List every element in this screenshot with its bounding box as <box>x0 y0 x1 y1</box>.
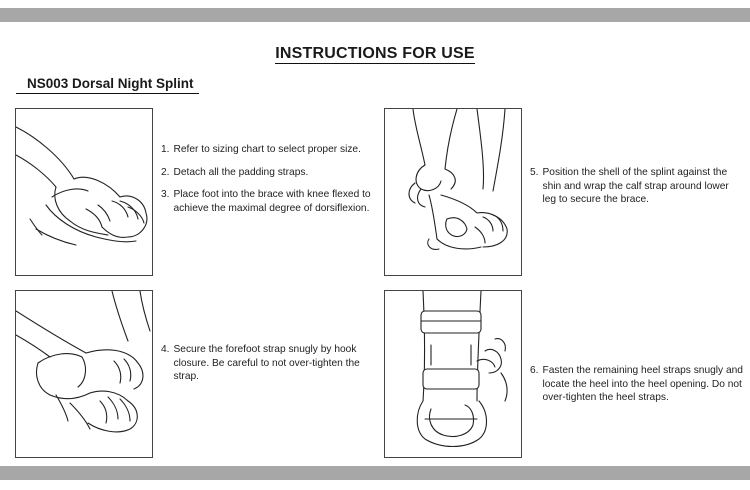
illustration-panel-step4 <box>15 290 153 458</box>
step-number: 3. <box>161 189 170 200</box>
step-text: Fasten the remaining heel straps snugly and locate the heel into the heel opening. Do not over-tighten the heel straps. <box>542 365 743 403</box>
step-item <box>161 343 371 384</box>
splint-front-view-heel-straps-illustration <box>385 291 521 457</box>
step-text: Position the shell of the splint against the shin and wrap the calf strap around lower leg to secure the brace. <box>542 167 729 205</box>
steps-list-6 <box>530 364 745 414</box>
step-item <box>530 166 745 207</box>
step-text: Place foot into the brace with knee flexed to achieve the maximal degree of dorsiflexion. <box>173 189 371 214</box>
foot-in-splint-side-illustration <box>16 109 152 275</box>
step-item <box>530 364 745 405</box>
illustration-panel-step1 <box>15 108 153 276</box>
steps-list-1-3 <box>161 143 371 224</box>
step-text: Refer to sizing chart to select proper size. <box>173 144 361 155</box>
step-item <box>161 188 371 215</box>
step-item <box>161 143 371 157</box>
step-text: Detach all the padding straps. <box>173 166 309 178</box>
steps-list-5 <box>530 166 745 216</box>
hands-securing-forefoot-strap-illustration <box>16 291 152 457</box>
page-title <box>0 45 750 63</box>
top-gray-band <box>0 8 750 22</box>
illustration-panel-step5 <box>384 108 522 276</box>
page-title-text: INSTRUCTIONS FOR USE <box>275 45 475 62</box>
step-number: 6. <box>530 365 539 376</box>
step-text: Secure the forefoot strap snugly by hook closure. Be careful to not over-tighten the strap. <box>173 344 360 382</box>
step-number: 2. <box>161 166 170 178</box>
steps-list-4 <box>161 343 371 393</box>
step-item <box>161 166 371 180</box>
step-number: 4. <box>161 344 170 355</box>
step-number: 5. <box>530 167 539 178</box>
hands-wrapping-calf-strap-illustration <box>385 109 521 275</box>
illustration-panel-step6 <box>384 290 522 458</box>
step-number: 1. <box>161 144 170 155</box>
product-heading: NS003 Dorsal Night Splint <box>16 76 199 94</box>
bottom-gray-band <box>0 466 750 480</box>
